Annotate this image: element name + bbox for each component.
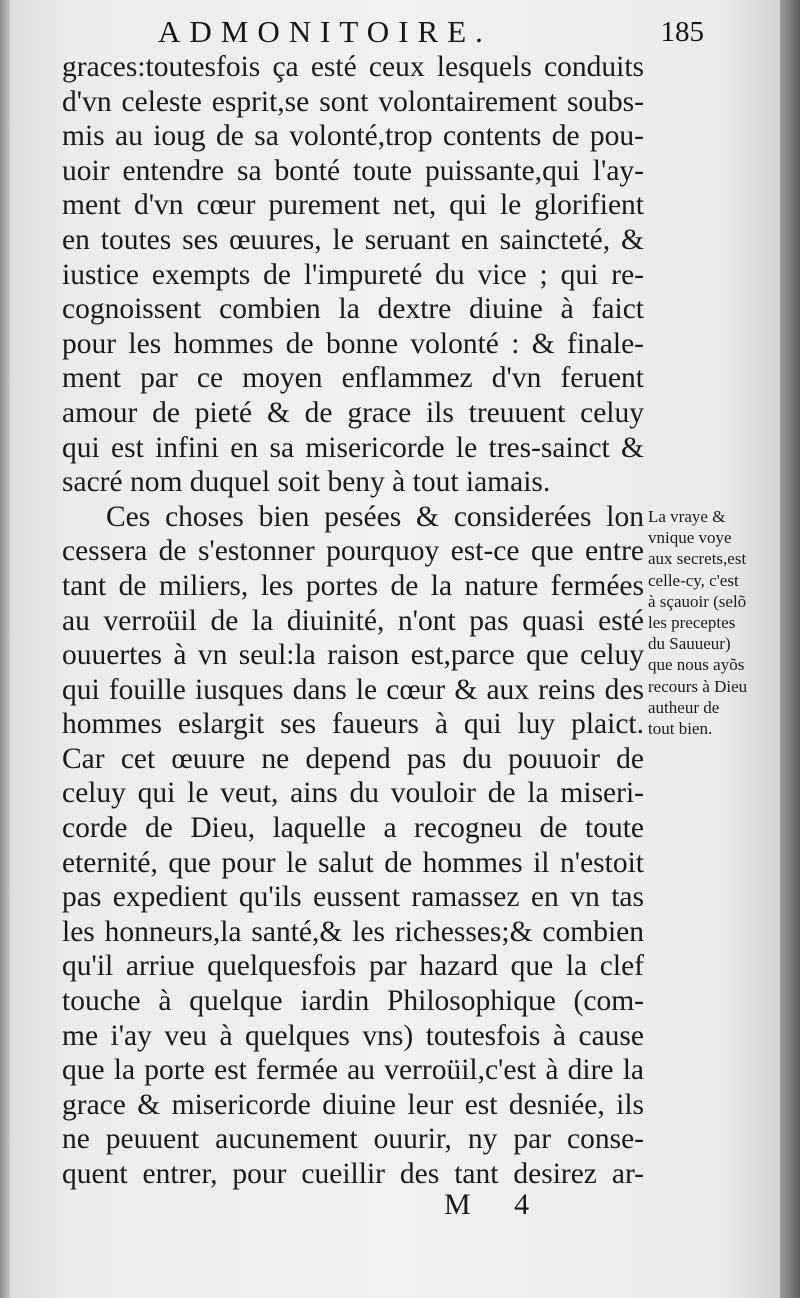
text-line: en toutes ses œuures, le seruant en saincteté, & (62, 223, 644, 256)
signature-mark: M 4 (444, 1188, 548, 1221)
text-line: Ces choses bien pesées & considerées lon (106, 500, 644, 533)
scan-border-left (0, 0, 10, 1298)
text-line: grace & misericorde diuine leur est desniée, ils (62, 1088, 644, 1121)
text-line: sacré nom duquel soit beny à tout iamais. (62, 466, 551, 499)
margin-note-line: vnique voye (648, 528, 732, 548)
text-line: amour de pieté & de grace ils treuuent celuy (62, 396, 644, 429)
margin-note-line: aux secrets,est (648, 549, 747, 569)
text-line: les honneurs,la santé,& les richesses;& combien (62, 915, 644, 948)
margin-note (648, 506, 780, 739)
text-line: tant de miliers, les portes de la nature fermées (62, 569, 644, 602)
text-line: ment d'vn cœur purement net, qui le glorifient (62, 189, 644, 222)
text-line: uoir entendre sa bonté toute puissante,qui l'ay- (62, 154, 644, 187)
margin-note-line: les preceptes (648, 613, 736, 633)
text-line: d'vn celeste esprit,se sont volontairement soubs- (62, 85, 644, 118)
margin-note-line: tout bien. (648, 719, 713, 739)
margin-note-line: La vraye & (648, 507, 726, 526)
margin-note-line: recours à Dieu (648, 676, 748, 696)
margin-note-line: celle-cy, c'est (648, 570, 739, 590)
text-line: qu'il arriue quelquesfois par hazard que la clef (62, 950, 644, 983)
margin-note-line: du Sauueur) (648, 634, 731, 654)
text-line: cognoissent combien la dextre diuine à faict (62, 293, 644, 326)
text-line: corde de Dieu, laquelle a recogneu de toute (62, 812, 644, 845)
margin-note-line: que nous ayõs (648, 655, 745, 675)
text-line: celuy qui le veut, ains du vouloir de la miseri- (62, 777, 644, 810)
text-line: hommes eslargit ses faueurs à qui luy plaict. (62, 708, 644, 741)
page-number: 185 (660, 16, 704, 48)
text-line: qui est infini en sa misericorde le tres-sainct & (62, 431, 644, 464)
scan-border-right (780, 0, 800, 1298)
text-line: qui fouille iusques dans le cœur & aux reins des (62, 673, 644, 706)
text-line: que la porte est fermée au verroüil,c'est à dire la (62, 1054, 644, 1087)
body-text (62, 50, 644, 1192)
margin-note-line: autheur de (648, 697, 720, 717)
running-head (150, 14, 710, 54)
text-line: touche à quelque iardin Philosophique (com- (62, 985, 644, 1018)
text-line: ment par ce moyen enflammez d'vn feruent (62, 362, 644, 395)
text-line: quent entrer, pour cueillir des tant desirez ar- (62, 1158, 644, 1190)
text-line: eternité, que pour le salut de hommes il n'estoit (62, 846, 644, 879)
text-line: au verroüil de la diuinité, n'ont pas quasi esté (62, 604, 644, 637)
text-line: cessera de s'estonner pourquoy est-ce que entre (62, 535, 644, 568)
text-line: ouuertes à vn seul:la raison est,parce que celuy (62, 639, 644, 672)
text-line: mis au ioug de sa volonté,trop contents de pou- (62, 120, 644, 153)
text-line: me i'ay veu à quelques vns) toutesfois à cause (62, 1019, 644, 1052)
text-line: pas expedient qu'ils eussent ramassez en vn tas (62, 881, 644, 914)
text-line: pour les hommes de bonne volonté : & finale- (62, 327, 644, 360)
margin-note-line: à sçauoir (selõ (648, 591, 747, 611)
text-line: ne peuuent aucunement ouurir, ny par conse- (62, 1123, 644, 1156)
text-line: Car cet œuure ne depend pas du pouuoir de (62, 742, 644, 775)
text-line: graces:toutesfois ça esté ceux lesquels conduits (62, 51, 644, 83)
text-line: iustice exempts de l'impureté du vice ; qui re- (62, 258, 644, 291)
running-title: ADMONITOIRE. (158, 14, 492, 49)
